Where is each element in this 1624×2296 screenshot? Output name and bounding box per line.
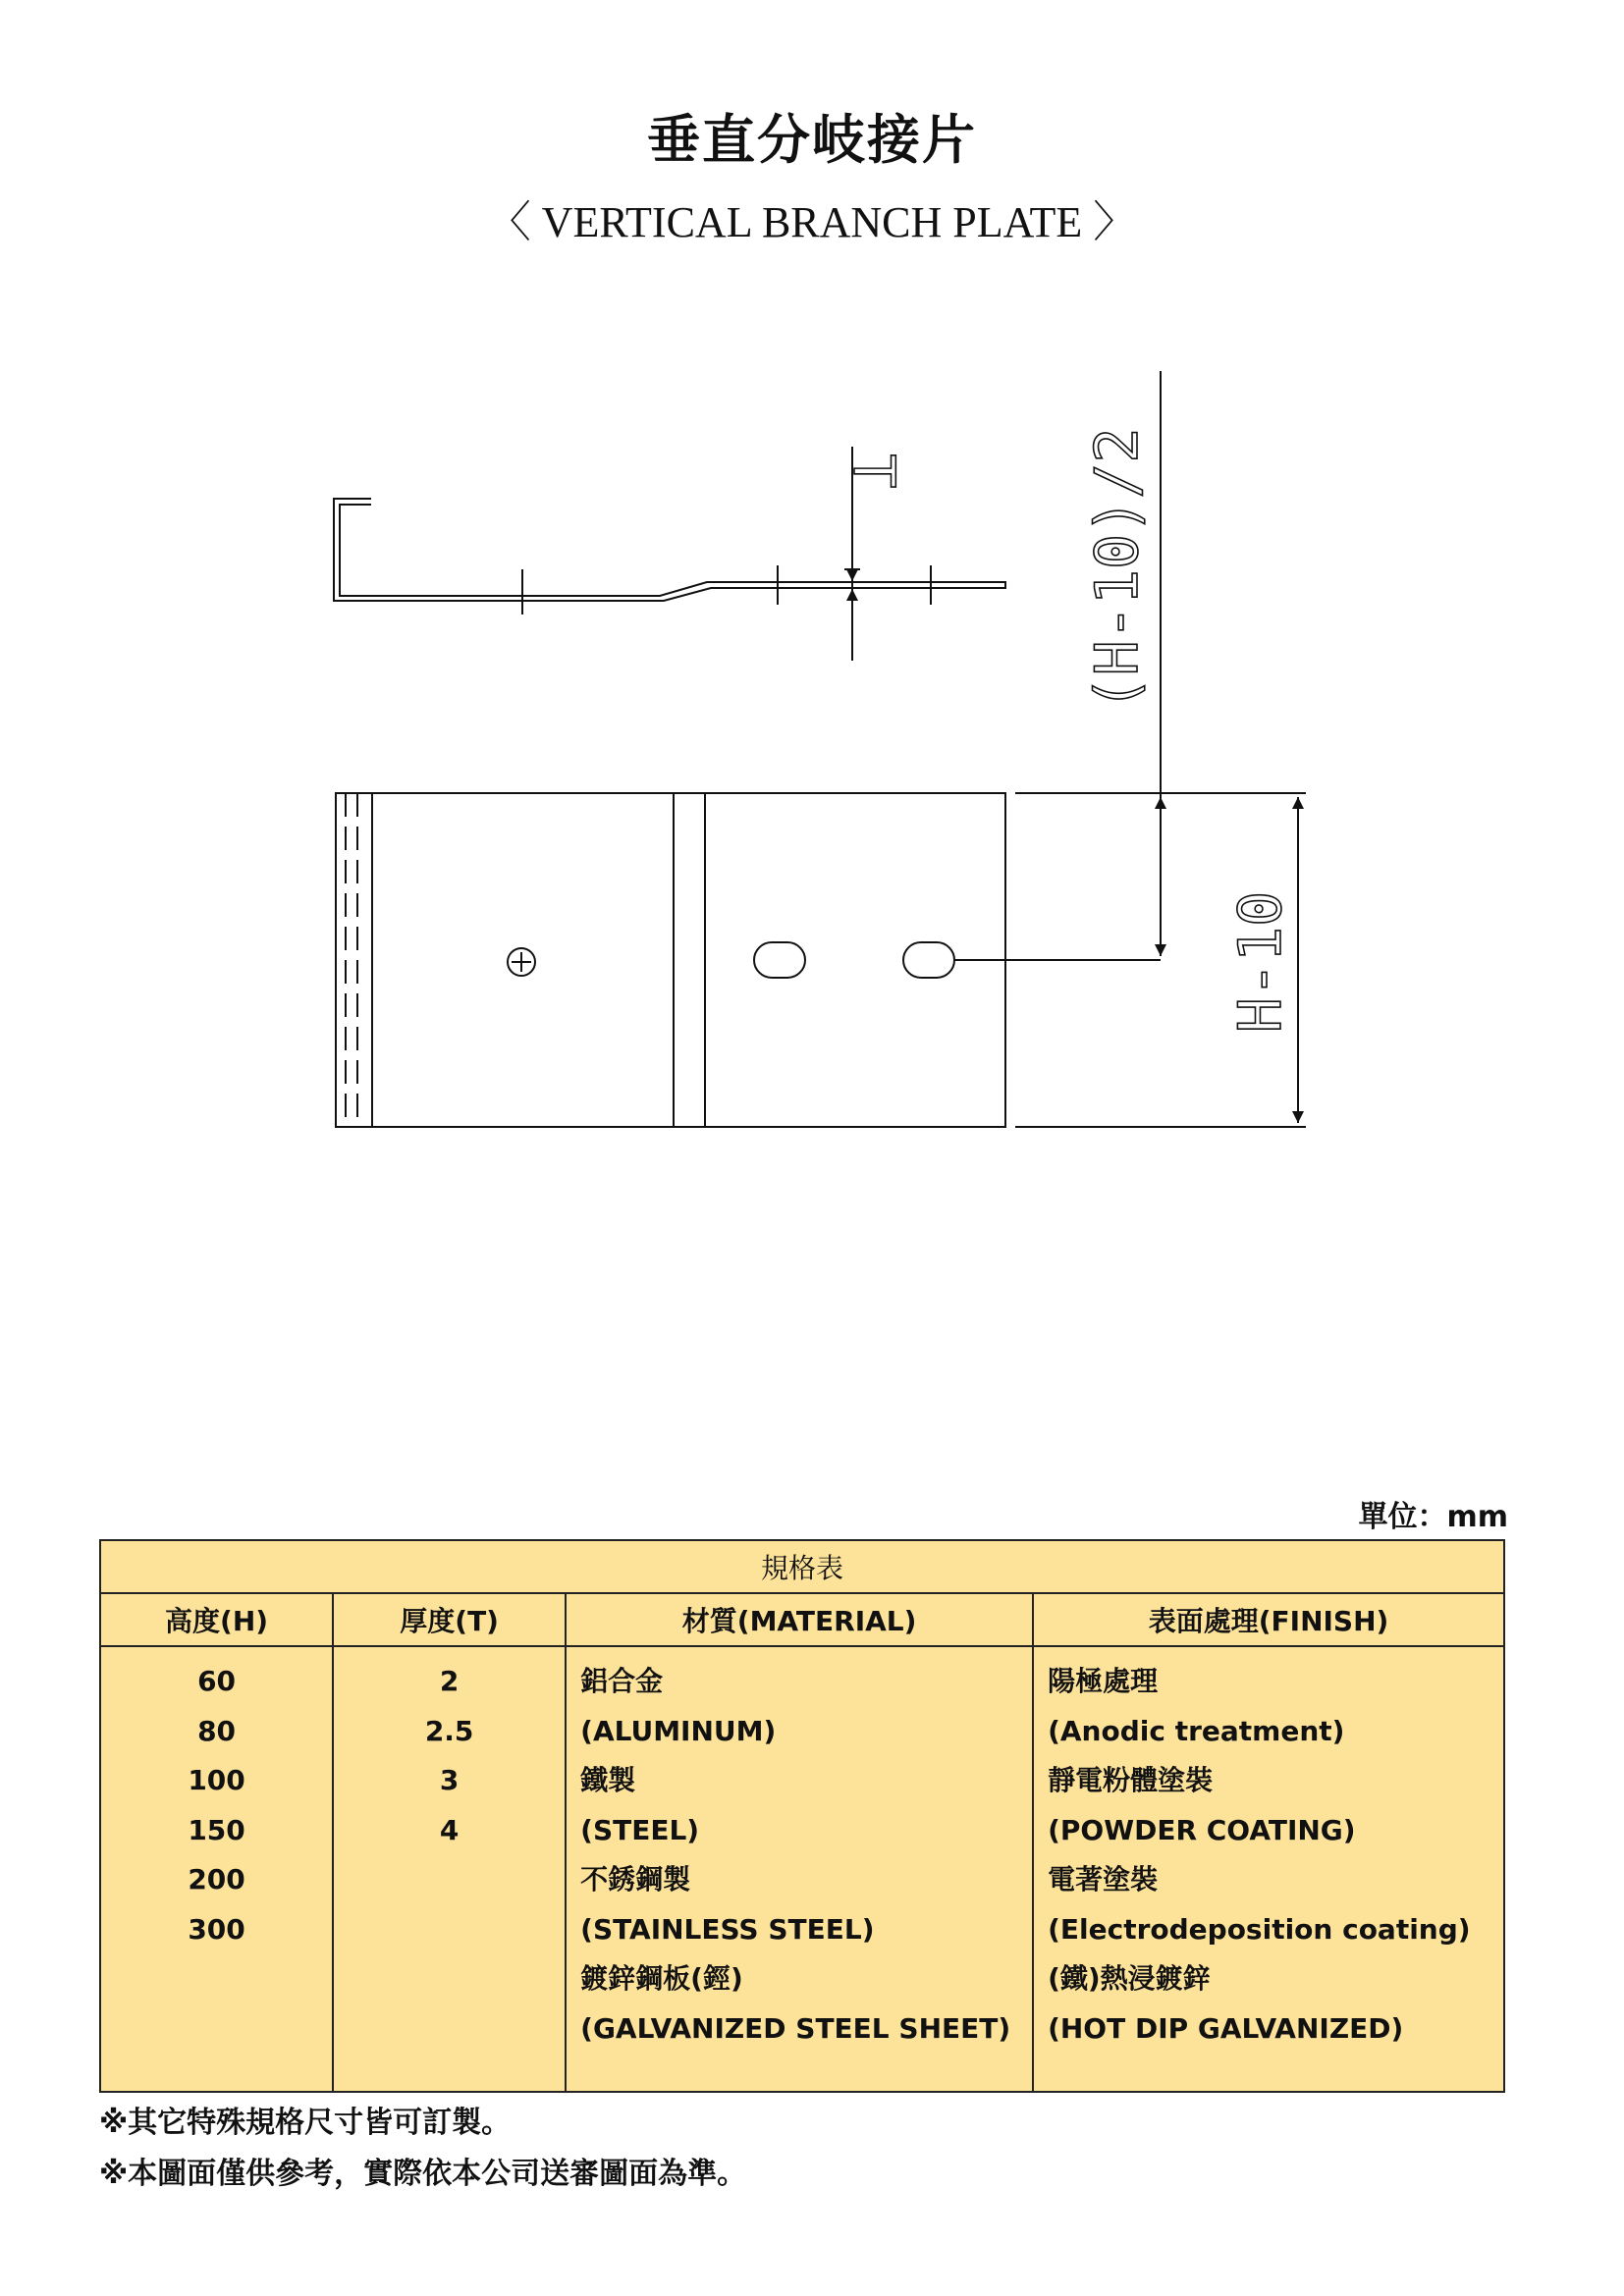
column-header-height: 高度(H)	[100, 1593, 333, 1646]
unit-label: 單位：mm	[1358, 1500, 1508, 1534]
slot-hole-2	[903, 942, 954, 978]
page-subtitle: 〈 VERTICAL BRANCH PLATE 〉	[487, 198, 1137, 246]
finish-item: 陽極處理	[1048, 1665, 1159, 1697]
material-item: (STEEL)	[580, 1813, 700, 1846]
material-item: (STAINLESS STEEL)	[580, 1912, 875, 1946]
thickness-value: 3	[439, 1764, 460, 1796]
footnotes	[99, 2098, 746, 2200]
material-item: 鐵製	[580, 1764, 636, 1796]
side-profile-view	[334, 499, 1005, 614]
material-item: 鋁合金	[580, 1665, 664, 1697]
footnote: ※本圖面僅供參考，實際依本公司送審圖面為準。	[99, 2157, 747, 2191]
column-header-material: 材質(MATERIAL)	[566, 1593, 1033, 1646]
finish-item: (HOT DIP GALVANIZED)	[1048, 2011, 1404, 2045]
material-item: 鍍鋅鋼板(鋞)	[580, 1962, 743, 1995]
height-value: 150	[188, 1813, 245, 1846]
height-value: 60	[197, 1665, 237, 1697]
page-title: 垂直分岐接片	[647, 109, 977, 171]
height-value: 80	[197, 1714, 237, 1747]
material-item: (ALUMINUM)	[580, 1714, 777, 1747]
thickness-value: 2.5	[424, 1714, 474, 1747]
thickness-value: 2	[439, 1665, 460, 1697]
thickness-label: T	[840, 454, 907, 489]
column-header-thickness: 厚度(T)	[333, 1593, 566, 1646]
slot-hole-1	[754, 942, 805, 978]
finish-item: (鐵)熱浸鍍鋅	[1048, 1962, 1211, 1995]
finish-item: 電著塗裝	[1048, 1863, 1159, 1896]
spec-table	[99, 1539, 1505, 2093]
finish-item: (Anodic treatment)	[1048, 1714, 1345, 1747]
half-height-label: (H-10)/2	[1083, 427, 1152, 712]
finish-item: (Electrodeposition coating)	[1048, 1912, 1471, 1946]
height-value: 300	[188, 1912, 245, 1946]
column-header-finish: 表面處理(FINISH)	[1033, 1593, 1504, 1646]
height-value: 100	[188, 1764, 245, 1796]
finish-values-cell	[1033, 1646, 1504, 2092]
height-value: 200	[188, 1863, 245, 1896]
height-values-cell	[100, 1646, 333, 2092]
footnote: ※其它特殊規格尺寸皆可訂製。	[99, 2106, 512, 2140]
spec-table-title: 規格表	[100, 1540, 1504, 1593]
front-view	[336, 793, 1005, 1127]
material-values-cell	[566, 1646, 1033, 2092]
material-item: 不銹鋼製	[580, 1863, 691, 1896]
height-label: H-10	[1226, 890, 1295, 1034]
thickness-value: 4	[439, 1813, 460, 1846]
finish-item: (POWDER COATING)	[1048, 1813, 1356, 1846]
thickness-values-cell	[333, 1646, 566, 2092]
material-item: (GALVANIZED STEEL SHEET)	[580, 2011, 1011, 2045]
finish-item: 靜電粉體塗裝	[1048, 1764, 1214, 1796]
